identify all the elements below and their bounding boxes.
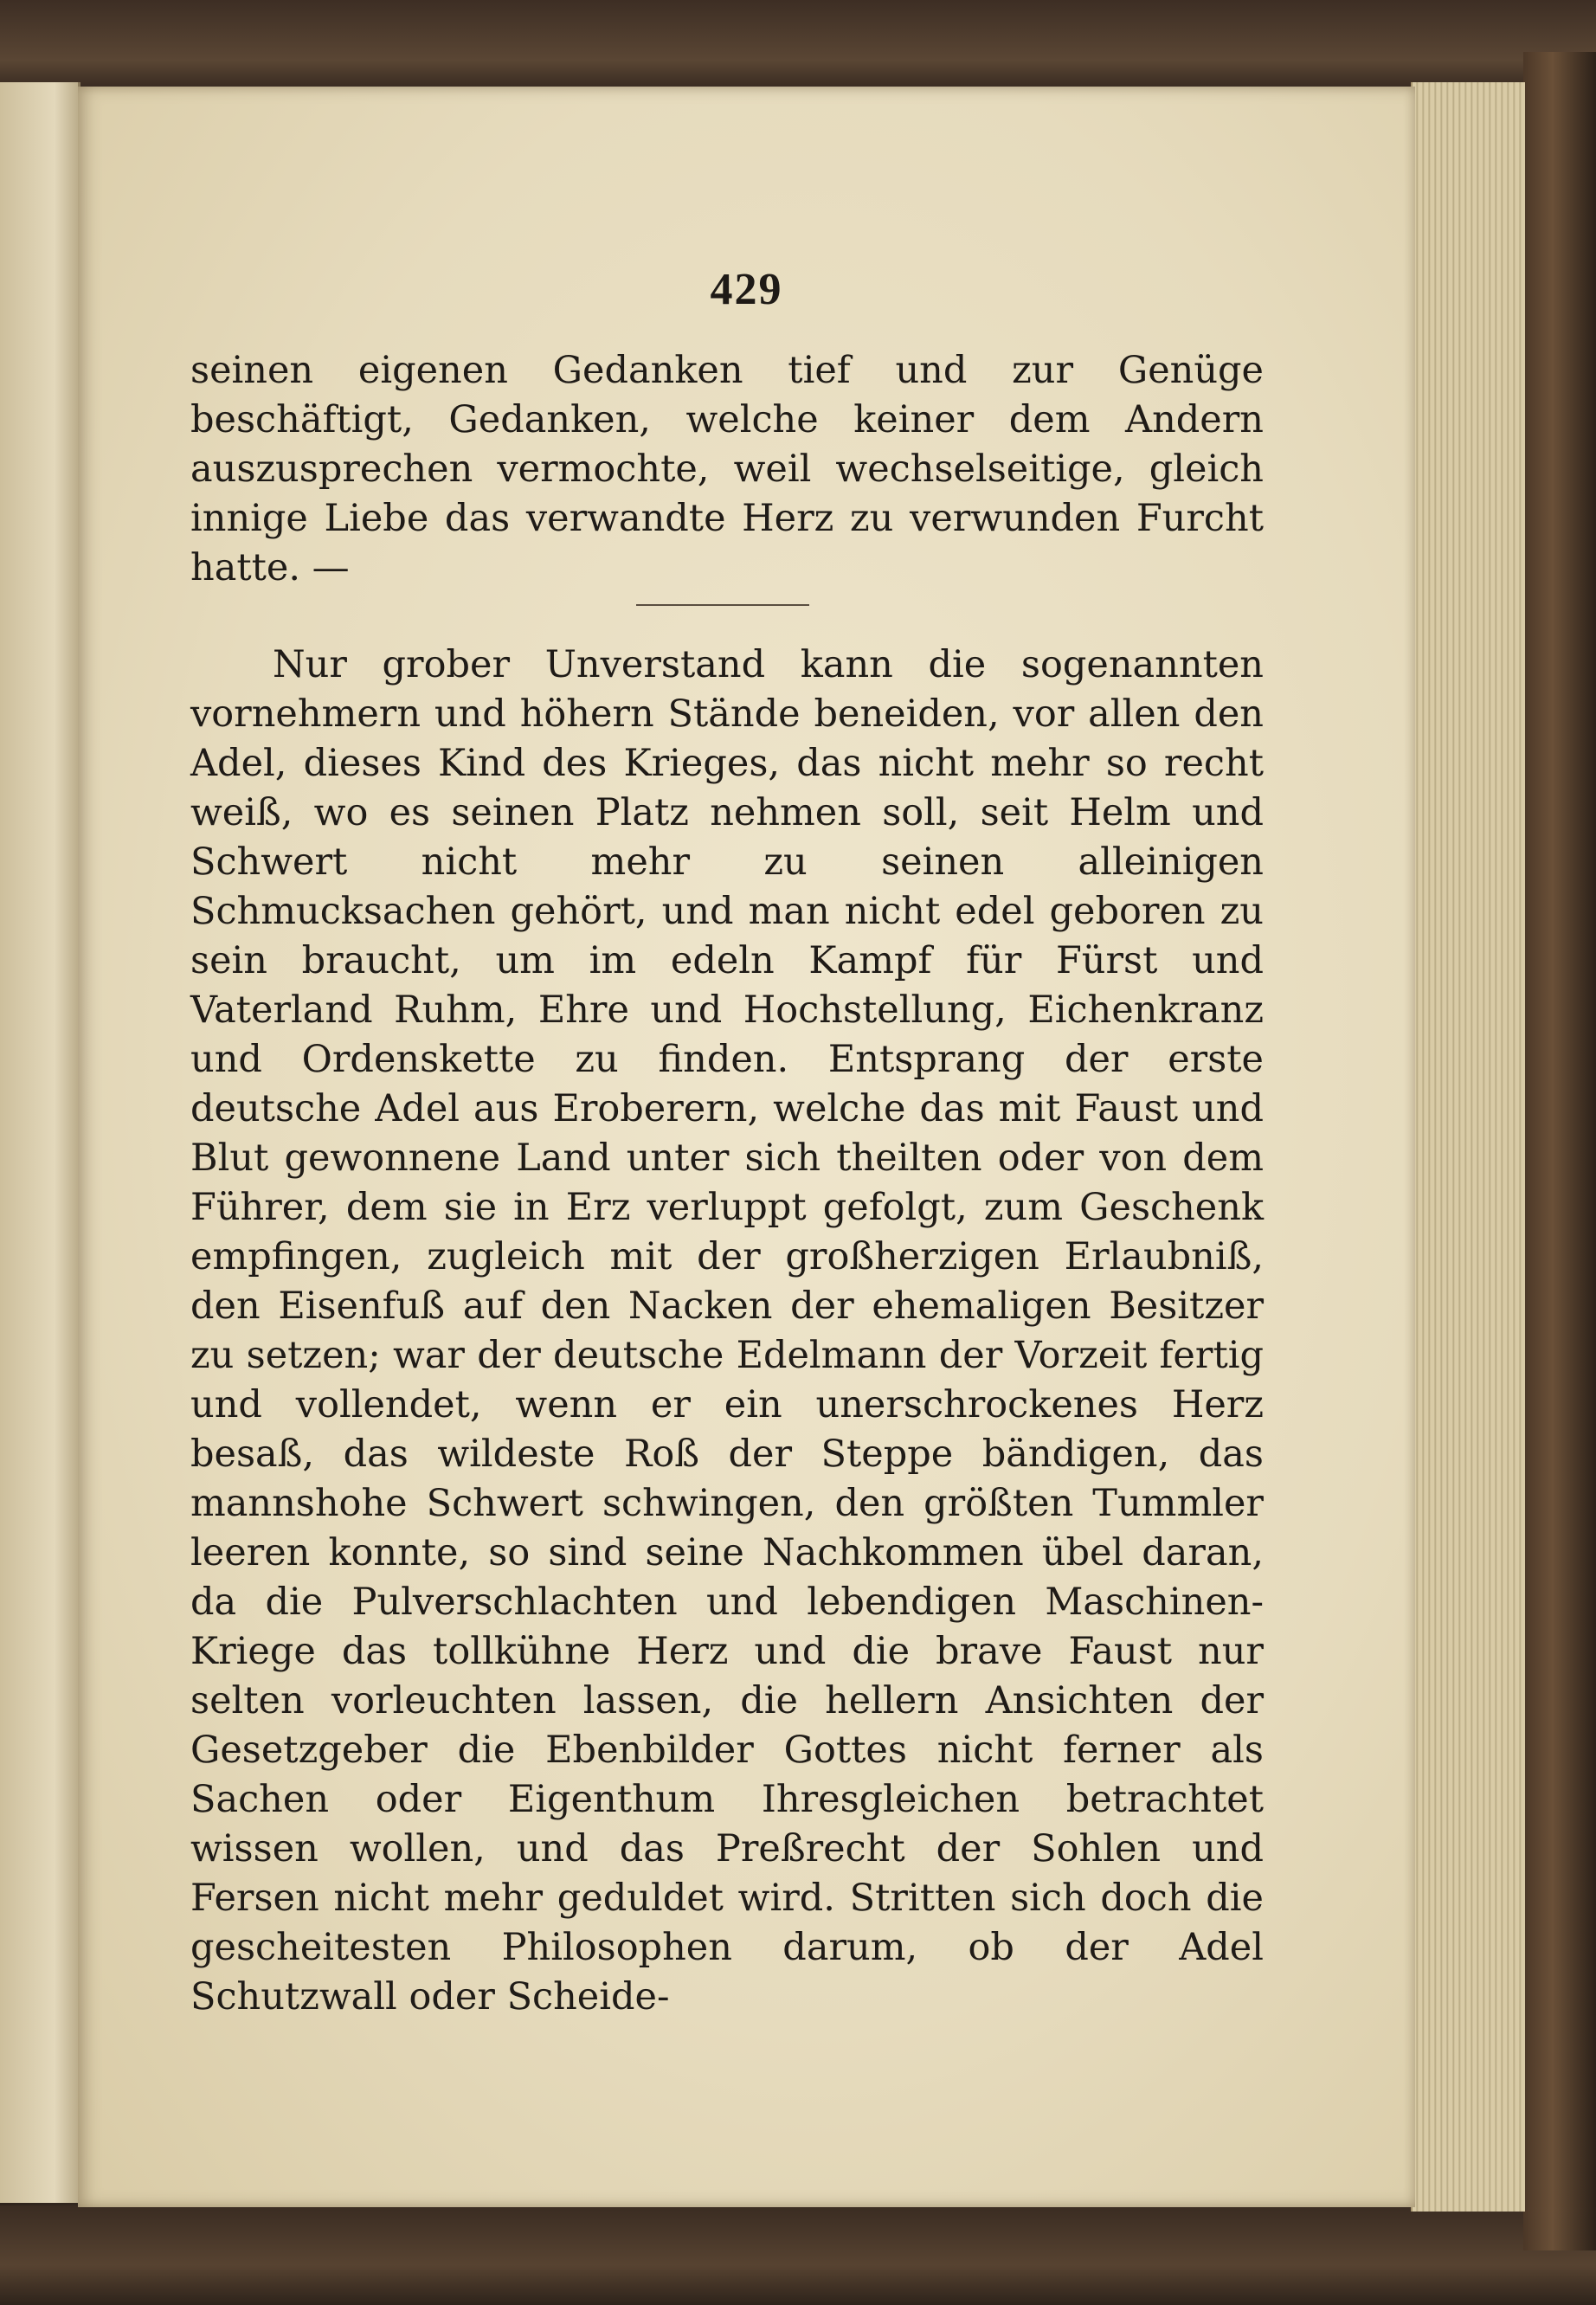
- paragraph-continued: seinen eigenen Gedanken tief und zur Genüge beschäftigt, Gedanken, welche keiner dem Andern auszusprechen vermochte, weil wechselseitige, gleich innige Liebe das verwandte Herz zu verwunden Furcht hatte. —: [190, 349, 1264, 589]
- facing-page-edge: [0, 82, 80, 2203]
- book-cover-right-edge: [1523, 52, 1596, 2250]
- paragraph-main: Nur grober Unverstand kann die sogenannten vornehmern und höhern Stände beneiden, vor allen den Adel, dieses Kind des Krieges, das nicht mehr so recht weiß, wo es seinen Platz nehmen soll, seit Helm und Schwert nicht mehr zu seinen alleinigen Schmucksachen gehört, und man nicht edel geboren zu sein braucht, um im edeln Kampf für Fürst und Vaterland Ruhm, Ehre und Hochstellung, Eichenkranz und Ordenskette zu finden. Entsprang der erste deutsche Adel aus Eroberern, welche das mit Faust und Blut gewonnene Land unter sich theilten oder von dem Führer, dem sie in Erz verluppt gefolgt, zum Geschenk empfingen, zugleich mit der großherzigen Erlaubniß, den Eisenfuß auf den Nacken der ehemaligen Besitzer zu setzen; war der deutsche Edelmann der Vorzeit fertig und vollendet, wenn er ein unerschrockenes Herz besaß, das wildeste Roß der Steppe bändigen, das mannshohe Schwert schwingen, den größten Tummler leeren konnte, so sind seine Nachkommen übel daran, da die Pulverschlachten und lebendigen Maschinen-Kriege das tollkühne Herz und die brave Faust nur selten vorleuchten lassen, die hellern Ansichten der Gesetzgeber die Ebenbilder Gottes nicht ferner als Sachen oder Eigenthum Ihresgleichen betrachtet wissen wollen, und das Preßrecht der Sohlen und Fersen nicht mehr geduldet wird. Stritten sich doch die gescheitesten Philosophen darum, ob der Adel Schutzwall oder Scheide-: [190, 643, 1264, 2018]
- page-number: 429: [710, 265, 783, 314]
- book-cover-bottom-edge: [0, 2205, 1596, 2305]
- section-divider: [636, 604, 809, 606]
- book-cover-top-edge: [0, 0, 1596, 87]
- page-block-edges: [1411, 82, 1525, 2212]
- book-page: [78, 87, 1415, 2207]
